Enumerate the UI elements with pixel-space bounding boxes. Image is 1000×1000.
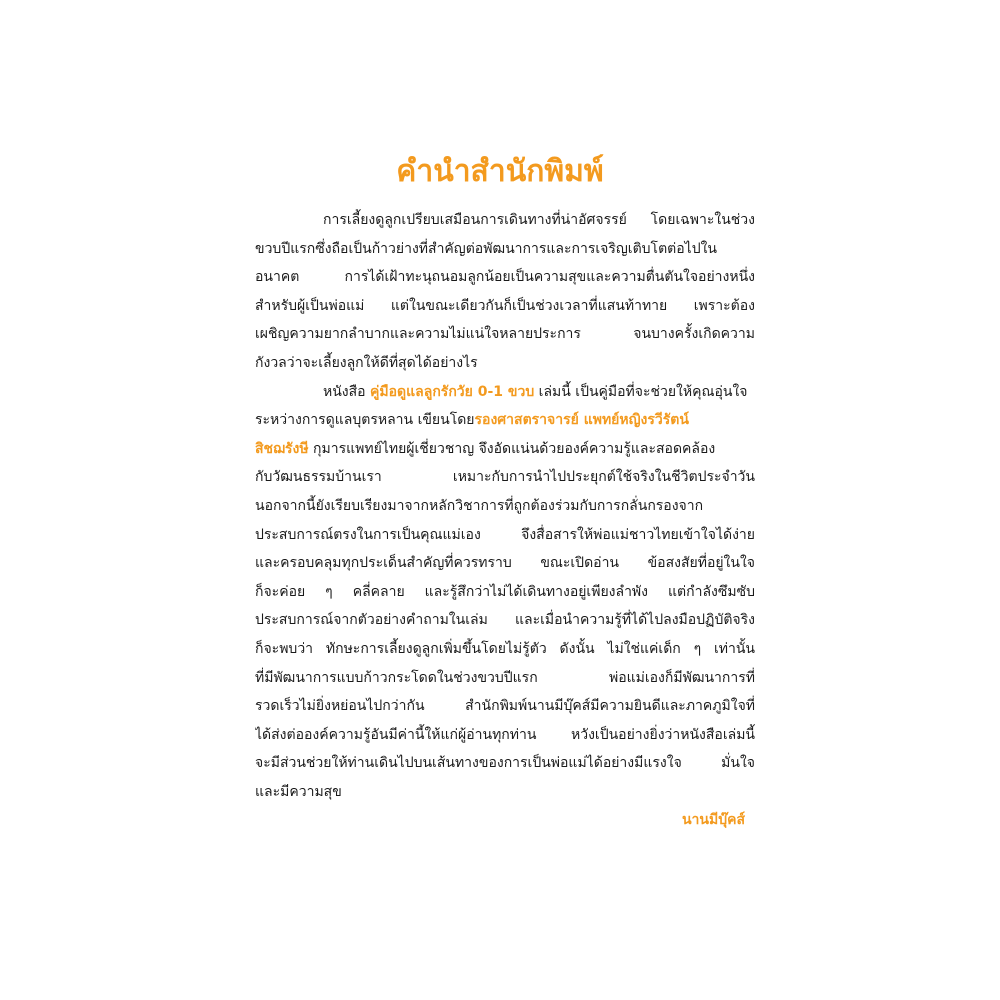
- paragraph-1-line: กังวลว่าจะเลี้ยงลูกให้ดีที่สุดได้อย่างไร: [255, 354, 478, 371]
- paragraph-2-line: ประสบการณ์ตรงในการเป็นคุณแม่เอง จึงสื่อสารให้พ่อแม่ชาวไทยเข้าใจได้ง่าย: [255, 526, 755, 543]
- page-title: คำนำสำนักพิมพ์: [396, 155, 604, 188]
- paragraph-2-line: ได้ส่งต่อองค์ความรู้อันมีค่านี้ให้แก่ผู้อ่านทุกท่าน หวังเป็นอย่างยิ่งว่าหนังสือเล่มนี้: [255, 726, 755, 743]
- paragraph-2-text: เล่มนี้ เป็นคู่มือที่จะช่วยให้คุณอุ่นใจ: [534, 383, 748, 400]
- paragraph-2-line: ที่มีพัฒนาการแบบก้าวกระโดดในช่วงขวบปีแรก พ่อแม่เองก็มีพัฒนาการที่: [255, 669, 755, 686]
- paragraph-1-line: การเลี้ยงดูลูกเปรียบเสมือนการเดินทางที่น่าอัศจรรย์ โดยเฉพาะในช่วง: [323, 212, 755, 228]
- paragraph-2-line: และมีความสุข: [255, 783, 342, 800]
- paragraph-1-line: ขวบปีแรกซึ่งถือเป็นก้าวย่างที่สำคัญต่อพัฒนาการและการเจริญเติบโตต่อไปใน: [255, 240, 718, 257]
- paragraph-2-line: นอกจากนี้ยังเรียบเรียงมาจากหลักวิชาการที่ถูกต้องร่วมกับการกลั่นกรองจาก: [255, 497, 704, 514]
- paragraph-2-line: [255, 406, 755, 435]
- paragraph-1-line: เผชิญความยากลำบากและความไม่แน่ใจหลายประการ จนบางครั้งเกิดความ: [255, 326, 755, 343]
- paragraph-2-line: รวดเร็วไม่ยิ่งหย่อนไปกว่ากัน สำนักพิมพ์นานมีบุ๊คส์มีความยินดีและภาคภูมิใจที่: [255, 698, 755, 715]
- author-name: รองศาสตราจารย์ แพทย์หญิงรวีรัตน์: [474, 412, 689, 429]
- paragraph-2-line: จะมีส่วนช่วยให้ท่านเดินไปบนเส้นทางของการเป็นพ่อแม่ได้อย่างมีแรงใจ มั่นใจ: [255, 755, 755, 772]
- paragraph-2-line: ประสบการณ์จากตัวอย่างคำถามในเล่ม และเมื่อนำความรู้ที่ได้ไปลงมือปฏิบัติจริง: [255, 612, 755, 629]
- paragraph-1-line: อนาคต การได้เฝ้าทะนุถนอมลูกน้อยเป็นความสุขและความตื่นตันใจอย่างหนึ่ง: [255, 269, 755, 286]
- paragraph-1-line: สำหรับผู้เป็นพ่อแม่ แต่ในขณะเดียวกันก็เป็นช่วงเวลาที่แสนท้าทาย เพราะต้อง: [255, 297, 755, 314]
- paragraph-2-text: ระหว่างการดูแลบุตรหลาน เขียนโดย: [255, 412, 475, 429]
- author-name: สิชฌรังษี: [255, 440, 309, 457]
- paragraph-2-line: และครอบคลุมทุกประเด็นสำคัญที่ควรทราบ ขณะเปิดอ่าน ข้อสงสัยที่อยู่ในใจ: [255, 555, 755, 572]
- paragraph-2-line: กับวัฒนธรรมบ้านเรา เหมาะกับการนำไปประยุกต์ใช้จริงในชีวิตประจำวัน: [255, 469, 755, 486]
- paragraph-2-text: กุมารแพทย์ไทยผู้เชี่ยวชาญ จึงอัดแน่นด้วยองค์ความรู้และสอดคล้อง: [308, 440, 716, 457]
- paragraph-2-text: หนังสือ: [323, 383, 371, 400]
- preface-body: [255, 206, 755, 806]
- paragraph-2-line: [255, 378, 755, 407]
- book-title: คู่มือดูแลลูกรักวัย 0-1 ขวบ: [370, 383, 535, 400]
- paragraph-2-line: ก็จะพบว่า ทักษะการเลี้ยงดูลูกเพิ่มขึ้นโดยไม่รู้ตัว ดังนั้น ไม่ใช่แค่เด็ก ๆ เท่านั้น: [255, 640, 755, 657]
- paragraph-2-line: ก็จะค่อย ๆ คลี่คลาย และรู้สึกว่าไม่ได้เดินทางอยู่เพียงลำพัง แต่กำลังซึมซับ: [255, 583, 755, 600]
- paragraph-2-line: [255, 435, 755, 464]
- publisher-signature: นานมีบุ๊คส์: [681, 812, 745, 828]
